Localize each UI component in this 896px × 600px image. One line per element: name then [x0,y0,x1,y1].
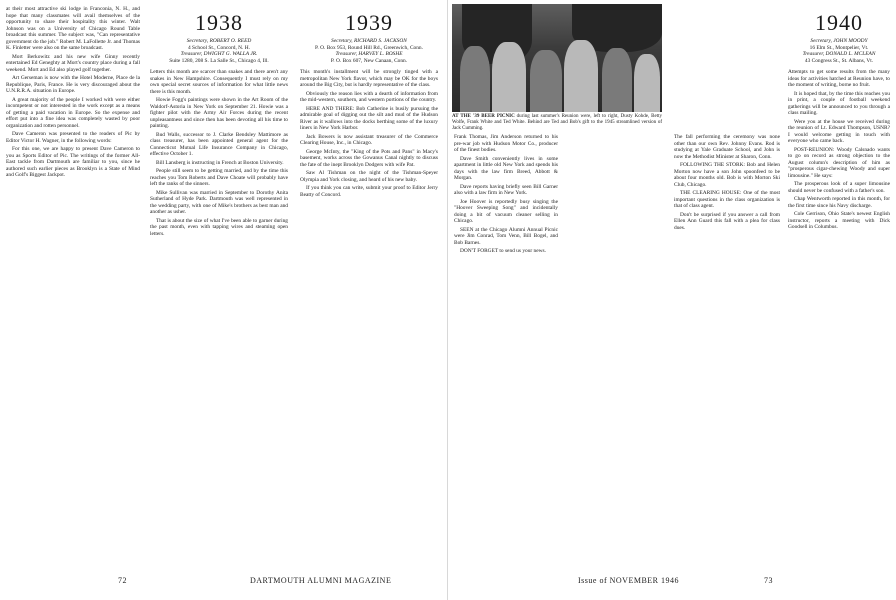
secretary-address: 16 Elm St., Montpelier, Vt. [809,44,869,51]
paragraph: Were you at the house we received during the reunion of Lt. Edward Thompson, USNR? I would welcome getting in touch with everyone who came back. [788,118,890,145]
issue-date: Issue of NOVEMBER 1946 [578,576,679,585]
paragraph: Don't be surprised if you answer a call from Ellen Ann Guard this fall with a plea for class dues. [674,211,780,231]
page-number-left: 72 [118,576,127,585]
treasurer-address: P. O. Box 607, New Canaan, Conn. [330,57,408,64]
photo-figure [634,54,660,112]
photo-figure [602,48,632,112]
class-1939-continued-column [454,134,558,566]
class-1938-column [150,6,288,566]
paragraph: HERE AND THERE: Bob Catherine is busily pursuing the admirable goal of digging out the silt and mud of the Hudson River as it wallows into the docks berthing some of the luxury liners in New York Harbor. [300,105,438,132]
caption-lead: AT THE '39 BEER PICNIC [452,114,515,119]
paragraph: Chap Wentworth reported in this month, for the first time since his Navy discharge. [788,196,890,209]
paragraph: Art Gerseman is now with the Hotel Moderne, Place de la Republique, Paris, France. He is very discouraged about the U.N.R.R.A. situation in Europe. [6,75,140,94]
class-1940-column [788,6,890,566]
photo-figure [460,46,490,112]
paragraph: Joe Hoover is reportedly busy singing the "Hoover Sweeping Song" and incidentally doing a bit of vacuum cleaner selling in Chicago. [454,198,558,224]
class-officers [300,38,438,64]
paragraph: Frank Thomas, Jim Anderson returned to his pre-war job with Hudson Motor Co., producer of the finest bodies. [454,134,558,153]
reunion-photo [452,4,662,112]
paragraph: Mike Sullivan was married in September to Dorothy Anita Sutherland of Hyde Park. Dartmouth was well represented in the wedding party, with one of Mike's brothers as best man and another as usher. [150,189,288,216]
right-page [448,0,896,600]
secretary-address: P. O. Box 953, Round Hill Rd., Greenwich, Conn. [315,44,423,51]
page-number-right: 73 [764,576,773,585]
treasurer-address: Suite 1280, 208 S. La Salle St., Chicago 4, Ill. [169,57,269,64]
magazine-title: DARTMOUTH ALUMNI MAGAZINE [250,576,392,585]
paragraph: Dave Smith conveniently lives in some apartment in little old New York and spends his days with the law firm Breed, Abbott & Morgan. [454,155,558,181]
treasurer-name: Treasurer, DWIGHT G. WALLA JR. [180,51,258,58]
paragraph: at their most attractive ski lodge in Franconia, N. H., and hope that many classmates will avail themselves of the opportunity to share their hospitality this winter. Walt Johnson was on a University of Chicago Round Table broadcast this summer. The subject was, "Can representative government do the job." Robert M. LaFollette Jr. and Thomas K. Finletter were also on the same broadcast. [6,6,140,51]
paragraph: SEEN at the Chicago Alumni Annual Picnic were Jim Conrad, Tom Venn, Bill Bogel, and Bob Barnes. [454,226,558,246]
paragraph: The prosperous look of a super limousine should never be confused with a father's son. [788,181,890,194]
caption-text: during last summer's Reunion were, left to right, Dusty Kohde, Betty Wolfe, Frank White and Ted White. Behind are Ted and Bob's gift to the 1945 streamlined version of Jack Cumming. [452,114,662,131]
paragraph: Bill Lansberg is instructing in French at Boston University. [156,159,284,166]
secretary-name: Secretary, ROBERT O. REED [186,38,252,44]
paragraph: Mort Berkowitz and his new wife Ginny recently entertained Ed Geneghty at Mort's country place during a fall weekend. Mort and Ed also played golf together. [6,53,140,73]
paragraph: If you think you can write, submit your proof to Editor Jerry Beatty of Concord. [300,185,438,198]
paragraph: The fall performing the ceremony was none other than our own Rev. Johnny Evans. Rod is studying at Yale Graduate School, and John is now the Methodist Minister at Sharon, Conn. [674,134,780,160]
paragraph: For this one, we are happy to present Dave Cameron to you as Sports Editor of Pic. The writings of the former All-East tackle from Dartmouth are familiar to you, since he authored such earlier pieces as Brooklyn is a State of Mind and Golf's Biggest Jackpot. [6,146,140,178]
paragraph: Cole Gerrison, Ohio State's newest English instructor, reports a meeting with Dick Goodsell in Columbus. [788,211,890,231]
secretary-name: Secretary, RICHARD S. JACKSON [331,38,407,44]
class-year-heading: 1939 [345,10,393,35]
paragraph: Bud Walls, successor to J. Clarke Bendsley Mattimore as class treasurer, has been appointed general agent for the Connecticut Mutual Life Insurance Company in Chicago, effective October 1. [150,131,288,158]
paragraph: Attempts to get some results from the many ideas for activities hatched at Reunion have, to the moment of writing, borne no fruit. [788,69,890,89]
class-year-heading: 1938 [195,10,243,35]
treasurer-address: 43 Congress St., St. Albans, Vt. [804,57,874,64]
photo-caption [452,114,662,132]
secretary-name: Secretary, JOHN MOODY [810,38,868,44]
paragraph: POST-REUNION: Woody Calsnado wants to go on record as strong objection to the August column's description of him as "prosperous cigar-chewing Woody and super limousine." He says: [788,146,890,179]
paragraph: FOLLOWING THE STORK: Bob and Helen Morton now have a son John spoonfeed to be about four months old. Bob is with Morton Ski Club, Chicago. [674,162,780,188]
photo-figure [564,40,598,112]
paragraph: A great majority of the people I worked with were either incompetent or not interested in the work except as a means of getting a paid vacation in Europe. So the expense and effort put into a fine idea was completely wasted by poor organization and rotten personnel. [6,96,140,129]
class-year-heading: 1940 [815,10,863,35]
paragraph: Obviously the reason lies with a dearth of information from the mid-western, southern, and western portions of the country. [300,90,438,104]
secretary-address: 4 School St., Concord, N. H. [188,44,250,51]
treasurer-name: Treasurer, HARVEY L. BOSHE [335,51,403,58]
paragraph: George McInty, the "King of the Pots and Pans" in Macy's basement, works across the Gowanus Canal nightly to discuss the fate of the inept Brooklyn Dodgers with wife Pat. [300,148,438,168]
class-officers [788,38,890,64]
paragraph: Jack Bowers is now assistant treasurer of the Commerce Clearing House, Inc., in Chicago. [300,133,438,147]
paragraph: Howie Fogg's paintings were shown in the Art Room of the Waldorf-Astoria in New York on September 21. Howie was a fighter pilot with the Army Air Forces during the recent unpleasantness and since then has been devoting all his time to painting. [150,97,288,130]
photo-figure [530,50,562,112]
class-1939-notes [300,69,438,198]
photo-figure [492,42,526,112]
paragraph: Dave reports having briefly seen Bill Garner also with a law firm in New York. [454,183,558,196]
treasurer-name: Treasurer, DONALD L. MCLEAN [802,51,876,58]
class-notes-column-1 [6,6,140,566]
paragraph: That is about the size of what I've been able to garner during the past month, even with tapping wires and steaming open letters. [150,217,288,237]
paragraph: DON'T FORGET to send us your news. [460,248,546,254]
class-1940-notes [788,69,890,231]
class-1938-notes [150,69,288,237]
class-1939-continued-column-2 [674,134,780,566]
paragraph: It is hoped that, by the time this reaches you in print, a couple of football weekend gatherings will be announced to you through a class mailing. [788,90,890,117]
paragraph: THE CLEARING HOUSE: One of the most important questions in the class organization is that of class agent. [674,190,780,209]
paragraph: This month's installment will be strongly tinged with a metropolitan New York flavor, which may be OK for the boys around the Big City, but is hardly representative of the class. [300,69,438,89]
paragraph: Dave Cameron was presented to the readers of Pic by Editor Victor H. Wagner, in the following words: [6,131,140,144]
class-1939-column [300,6,438,566]
paragraph: Saw Al Tishman on the night of the Tishman-Speyer Olympia and York closing, and heard of his new baby. [300,170,438,183]
paragraph: People still seem to be getting married, and by the time this reaches you Tom Roberts and Dave Choate will probably have left the ranks of the sinners. [150,168,288,188]
paragraph: Letters this month are scarcer than snakes and there aren't any snakes in New Hampshire. Consequently I must rely on my own special secret sources of information for what little news there is this month. [150,69,288,95]
class-officers [150,38,288,64]
